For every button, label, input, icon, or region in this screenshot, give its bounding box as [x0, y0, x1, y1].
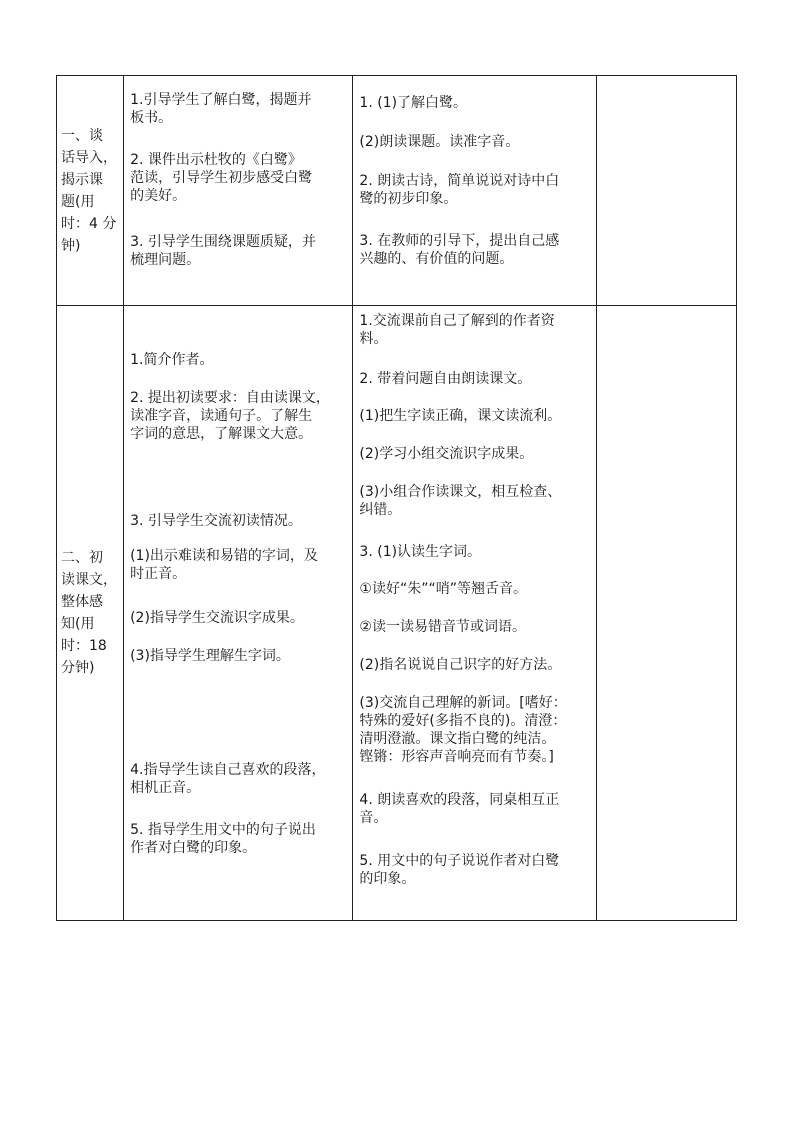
note-cell — [596, 306, 736, 921]
teacher-activity-cell — [124, 306, 353, 921]
student-step: 3. (1)认读生字词。 — [359, 544, 482, 560]
lesson-plan-table — [56, 75, 737, 921]
stage-cell — [57, 76, 124, 306]
teacher-step: 1.引导学生了解白鹭，揭题并 板书。 — [130, 92, 312, 126]
teacher-step: (3)指导学生理解生字词。 — [130, 648, 290, 664]
student-step: (1)把生字读正确，课文读流利。 — [359, 408, 562, 424]
note-cell — [596, 76, 736, 306]
student-step: (3)交流自己理解的新词。[嗜好： 特殊的爱好(多指不良的)。清澄： 清明澄澈。课文指白鹭的纯洁。 铿锵：形容声音响亮而有节奏。] — [359, 695, 567, 765]
teacher-step: 2. 提出初读要求：自由读课文， 读准字音，读通句子。了解生 字词的意思，了解课文大意。 — [130, 390, 330, 442]
student-activity-cell — [353, 306, 596, 921]
stage-label: 一、谈 话导入， 揭示课 题(用 时：4 分 钟) — [61, 127, 117, 254]
teacher-activity-cell — [124, 76, 353, 306]
student-step: (2)指名说说自己识字的好方法。 — [359, 657, 562, 673]
stage-label: 二、初 读课文， 整体感 知(用 时：18 分钟) — [61, 550, 117, 676]
teacher-step: (2)指导学生交流识字成果。 — [130, 610, 304, 626]
teacher-step: 4.指导学生读自己喜欢的段落， 相机正音。 — [130, 762, 326, 796]
table-row — [57, 76, 737, 306]
student-step: ②读一读易错音节或词语。 — [359, 619, 526, 635]
student-step: 1.交流课前自己了解到的作者资 料。 — [359, 313, 555, 347]
student-step: 3. 在教师的引导下，提出自己感 兴趣的、有价值的问题。 — [359, 233, 560, 267]
student-step: (2)学习小组交流识字成果。 — [359, 446, 534, 462]
teacher-step: 2. 课件出示杜牧的《白鹭》 范读，引导学生初步感受白鹭 的美好。 — [130, 152, 313, 204]
student-step: 5. 用文中的句子说说作者对白鹭 的印象。 — [359, 853, 560, 887]
student-step: 4. 朗读喜欢的段落，同桌相互正 音。 — [359, 792, 560, 826]
teacher-step: 5. 指导学生用文中的句子说出 作者对白鹭的印象。 — [130, 822, 316, 856]
student-step: (3)小组合作读课文，相互检查、 纠错。 — [359, 484, 562, 518]
student-step: 1. (1)了解白鹭。 — [359, 95, 468, 111]
teacher-step: 1.简介作者。 — [130, 352, 214, 368]
stage-cell — [57, 306, 124, 921]
teacher-step: 3. 引导学生交流初读情况。 — [130, 513, 302, 529]
student-step: ①读好“朱”“哨”等翘舌音。 — [359, 581, 527, 597]
student-step: 2. 带着问题自由朗读课文。 — [359, 371, 532, 387]
table-row — [57, 306, 737, 921]
student-activity-cell — [353, 76, 596, 306]
teacher-step: (1)出示难读和易错的字词，及 时正音。 — [130, 548, 318, 582]
teacher-step: 3. 引导学生围绕课题质疑，并 梳理问题。 — [130, 234, 316, 268]
student-step: 2. 朗读古诗，简单说说对诗中白 鹭的初步印象。 — [359, 173, 560, 207]
student-step: (2)朗读课题。读准字音。 — [359, 134, 520, 150]
